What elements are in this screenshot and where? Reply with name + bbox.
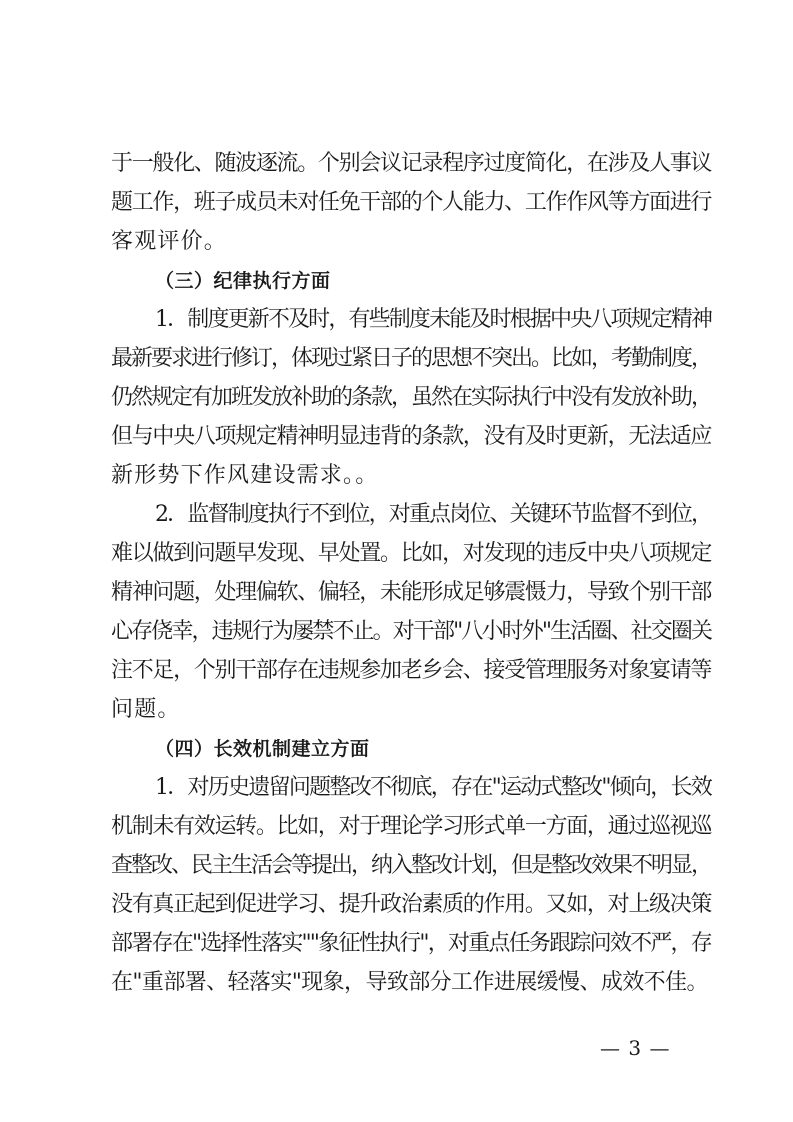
paragraph-line: 精神问题，处理偏软、偏轻，未能形成足够震慑力，导致个别干部 xyxy=(111,580,711,605)
paragraph-line: 2．监督制度执行不到位，对重点岗位、关键环节监督不到位， xyxy=(155,502,711,527)
paragraph-line: 于一般化、随波逐流。个别会议记录程序过度简化，在涉及人事议 xyxy=(111,151,711,176)
paragraph-line: 问题。 xyxy=(111,697,181,722)
section-heading: （三）纪律执行方面 xyxy=(155,270,331,292)
page-number: — 3 — xyxy=(600,1036,671,1060)
paragraph-line: 注不足，个别干部存在违规参加老乡会、接受管理服务对象宴请等 xyxy=(111,658,711,683)
paragraph-line: 但与中央八项规定精神明显违背的条款，没有及时更新，无法适应 xyxy=(111,424,711,449)
paragraph-line: 机制未有效运转。比如，对于理论学习形式单一方面，通过巡视巡 xyxy=(111,814,711,839)
paragraph-line: 1．对历史遗留问题整改不彻底，存在"运动式整改"倾向，长效 xyxy=(155,775,711,800)
section-heading: （四）长效机制建立方面 xyxy=(155,738,370,760)
paragraph-line: 1．制度更新不及时，有些制度未能及时根据中央八项规定精神 xyxy=(155,307,711,332)
paragraph-line: 最新要求进行修订，体现过紧日子的思想不突出。比如，考勤制度， xyxy=(111,346,712,371)
paragraph-line: 客观评价。 xyxy=(111,229,228,254)
paragraph-line: 部署存在"选择性落实""象征性执行"，对重点任务跟踪问效不严，存 xyxy=(111,931,711,956)
paragraph-line: 难以做到问题早发现、早处置。比如，对发现的违反中央八项规定 xyxy=(111,541,711,566)
paragraph-line: 心存侥幸，违规行为屡禁不止。对干部"八小时外"生活圈、社交圈关 xyxy=(111,619,711,644)
paragraph-line: 没有真正起到促进学习、提升政治素质的作用。又如，对上级决策 xyxy=(111,892,711,917)
paragraph-line: 在"重部署、轻落实"现象，导致部分工作进展缓慢、成效不佳。 xyxy=(111,970,708,995)
paragraph-line: 新形势下作风建设需求。。 xyxy=(111,463,379,488)
paragraph-line: 仍然规定有加班发放补助的条款，虽然在实际执行中没有发放补助， xyxy=(111,385,712,410)
paragraph-line: 题工作，班子成员未对任免干部的个人能力、工作作风等方面进行 xyxy=(111,190,711,215)
paragraph-line: 查整改、民主生活会等提出，纳入整改计划，但是整改效果不明显， xyxy=(111,853,712,878)
